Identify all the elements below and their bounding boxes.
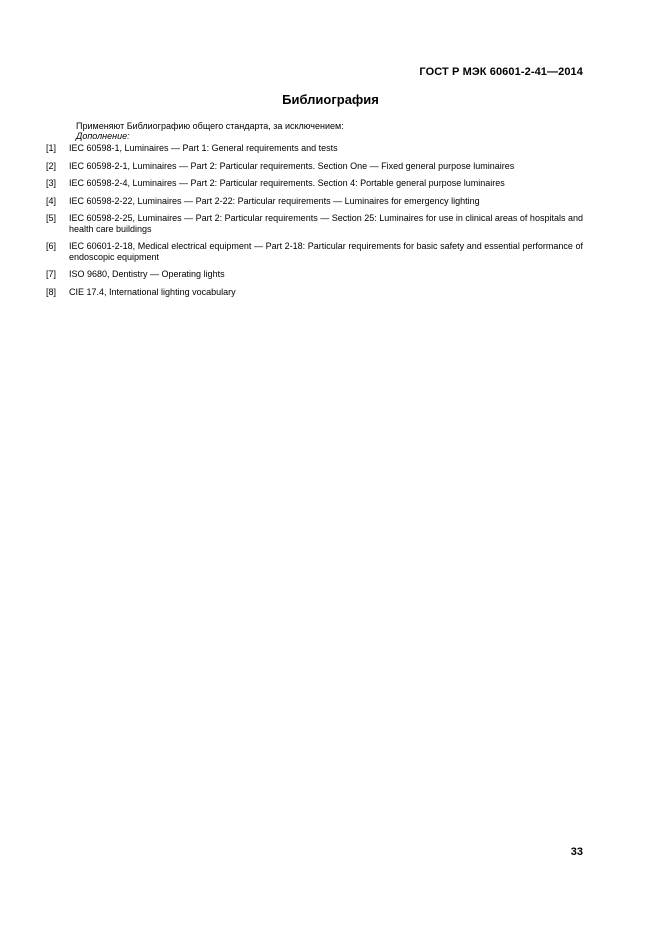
reference-item	[46, 178, 583, 189]
addition-label: Дополнение:	[76, 131, 130, 141]
reference-text: CIE 17.4, International lighting vocabulary	[69, 286, 236, 297]
reference-number: [6]	[46, 241, 57, 251]
reference-item	[46, 269, 583, 280]
reference-number: [8]	[46, 286, 57, 297]
reference-text: IEC 60598-2-4, Luminaires — Part 2: Particular requirements. Section 4: Portable general purpose luminaires	[69, 178, 505, 188]
reference-number: [4]	[46, 195, 57, 206]
reference-number: [3]	[46, 178, 57, 188]
reference-item	[46, 241, 583, 262]
reference-text: ISO 9680, Dentistry — Operating lights	[69, 269, 225, 279]
reference-text: IEC 60598-2-25, Luminaires — Part 2: Particular requirements — Section 25: Luminaires for use in clinical areas of hospitals and health care buildings	[69, 213, 583, 234]
intro-line: Применяют Библиографию общего стандарта, за исключением:	[76, 121, 344, 131]
reference-number: [7]	[46, 269, 57, 279]
reference-text: IEC 60598-1, Luminaires — Part 1: General requirements and tests	[69, 143, 338, 153]
reference-number: [1]	[46, 143, 57, 153]
reference-number: [2]	[46, 160, 57, 171]
reference-item	[46, 287, 583, 298]
page-number: 33	[570, 846, 583, 858]
reference-item	[46, 161, 583, 172]
reference-text: IEC 60598-2-22, Luminaires — Part 2-22: Particular requirements — Luminaires for emergency lighting	[69, 195, 480, 206]
reference-text: IEC 60598-2-1, Luminaires — Part 2: Particular requirements. Section One — Fixed general purpose luminaires	[69, 160, 515, 171]
intro-text	[76, 121, 344, 141]
page-title: Библиография	[282, 92, 379, 107]
standard-code-header: ГОСТ Р МЭК 60601-2-41—2014	[419, 66, 583, 78]
reference-item	[46, 213, 583, 234]
reference-list	[46, 143, 583, 304]
reference-item	[46, 143, 583, 154]
reference-text: IEC 60601-2-18, Medical electrical equipment — Part 2-18: Particular requirements for basic safety and essential performance of endoscopic equipment	[69, 241, 583, 262]
reference-number: [5]	[46, 213, 57, 223]
reference-item	[46, 196, 583, 207]
